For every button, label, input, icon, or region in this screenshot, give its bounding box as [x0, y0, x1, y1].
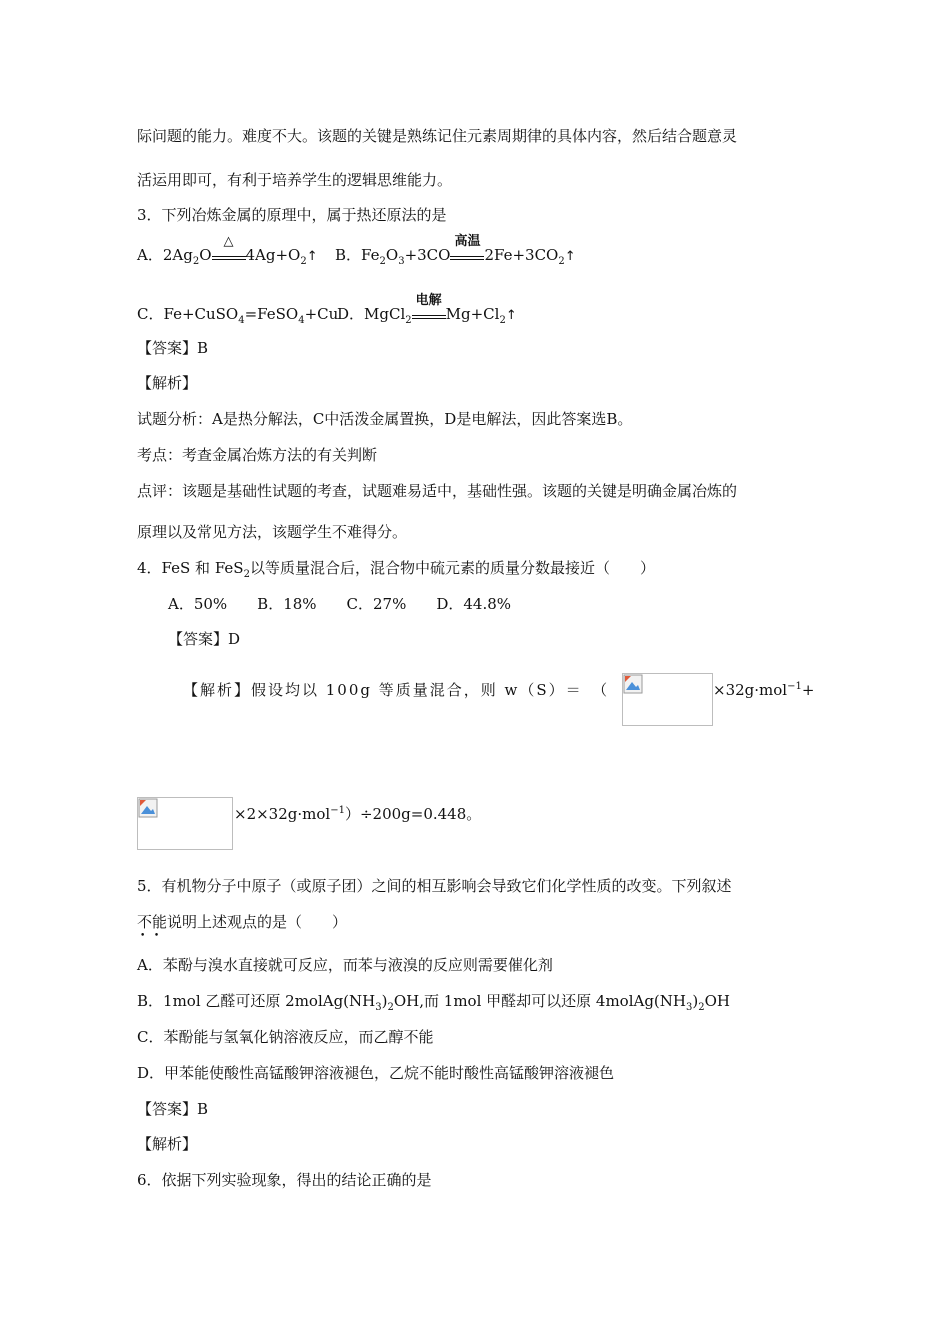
q5-analysis-title: 【解析】 — [137, 1135, 198, 1153]
q3-answer: 【答案】B — [137, 339, 209, 357]
q4-answer: 【答案】D — [168, 630, 241, 648]
q5-option-b: B．1mol 乙醛可还原 $2molAg(NH_3)_2OH$,而 1mol 甲醛却可以还原 $4molAg(NH_3)_2OH$ — [137, 992, 730, 1013]
q3-kaodian: 考点：考查金属冶炼方法的有关判断 — [137, 446, 378, 464]
question-3-stem: 3．下列冶炼金属的原理中，属于热还原法的是 — [137, 206, 447, 224]
text-line: 活运用即可，有利于培养学生的逻辑思维能力。 — [137, 171, 453, 189]
q5-option-d: D．甲苯能使酸性高锰酸钾溶液褪色，乙烷不能时酸性高锰酸钾溶液褪色 — [137, 1064, 615, 1082]
q4-analysis: 【解析】假设均以 100g 等质量混合，则 w（S）＝ （ — [183, 681, 610, 699]
q3-option-d: D．MgCl$_2$ 电解 $Mg+Cl_2↑$ — [337, 293, 517, 326]
q4-analysis-line2: ×2×32g·mol$^{-1}$）÷200g=0.448。 — [234, 805, 482, 823]
q4-options: A．50% B．18% C．27% D．44.8% — [168, 595, 512, 613]
question-5-stem-cont: 不能 • • 说明上述观点的是（ ） — [137, 913, 348, 941]
q5-option-a: A．苯酚与溴水直接就可反应，而苯与液溴的反应则需要催化剂 — [137, 956, 553, 974]
question-5-stem: 5．有机物分子中原子（或原子团）之间的相互影响会导致它们化学性质的改变。下列叙述 — [137, 877, 732, 895]
broken-image-icon — [137, 797, 233, 850]
heat-condition: △ — [212, 247, 246, 260]
q3-option-a: A．$2Ag_2O$ △ $4Ag+O_2↑$ — [137, 234, 318, 267]
q3-option-b: B．$Fe_2O_3+3CO$ 高温 $2Fe+3CO_2↑$ — [335, 234, 576, 267]
q5-answer: 【答案】B — [137, 1100, 209, 1118]
q3-analysis: 试题分析：A是热分解法，C中活泼金属置换，D是电解法，因此答案选B。 — [137, 410, 633, 428]
question-4-stem: 4．FeS 和 FeS$_2$以等质量混合后，混合物中硫元素的质量分数最接近（ ） — [137, 559, 655, 580]
q3-pingyu-cont: 原理以及常见方法，该题学生不难得分。 — [137, 523, 408, 541]
q3-pingyu: 点评：该题是基础性试题的考查，试题难易适中，基础性强。该题的关键是明确金属冶炼的 — [137, 482, 738, 500]
text-line: 际问题的能力。难度不大。该题的关键是熟练记住元素周期律的具体内容，然后结合题意灵 — [137, 127, 738, 145]
q3-option-c: C．Fe+CuSO$_4$=FeSO$_4$+Cu — [137, 305, 339, 326]
question-6-stem: 6．依据下列实验现象，得出的结论正确的是 — [137, 1171, 432, 1189]
high-temp-condition: 高温 — [450, 247, 484, 260]
q3-analysis-title: 【解析】 — [137, 374, 198, 392]
q4-analysis-cont: ×32g·mol$^{-1}$+ — [713, 681, 815, 699]
broken-image-icon — [622, 673, 713, 726]
q5-option-c: C．苯酚能与氢氧化钠溶液反应，而乙醇不能 — [137, 1028, 434, 1046]
emphasis-text: 不能 • • — [137, 913, 168, 941]
electrolysis-condition: 电解 — [412, 306, 446, 319]
